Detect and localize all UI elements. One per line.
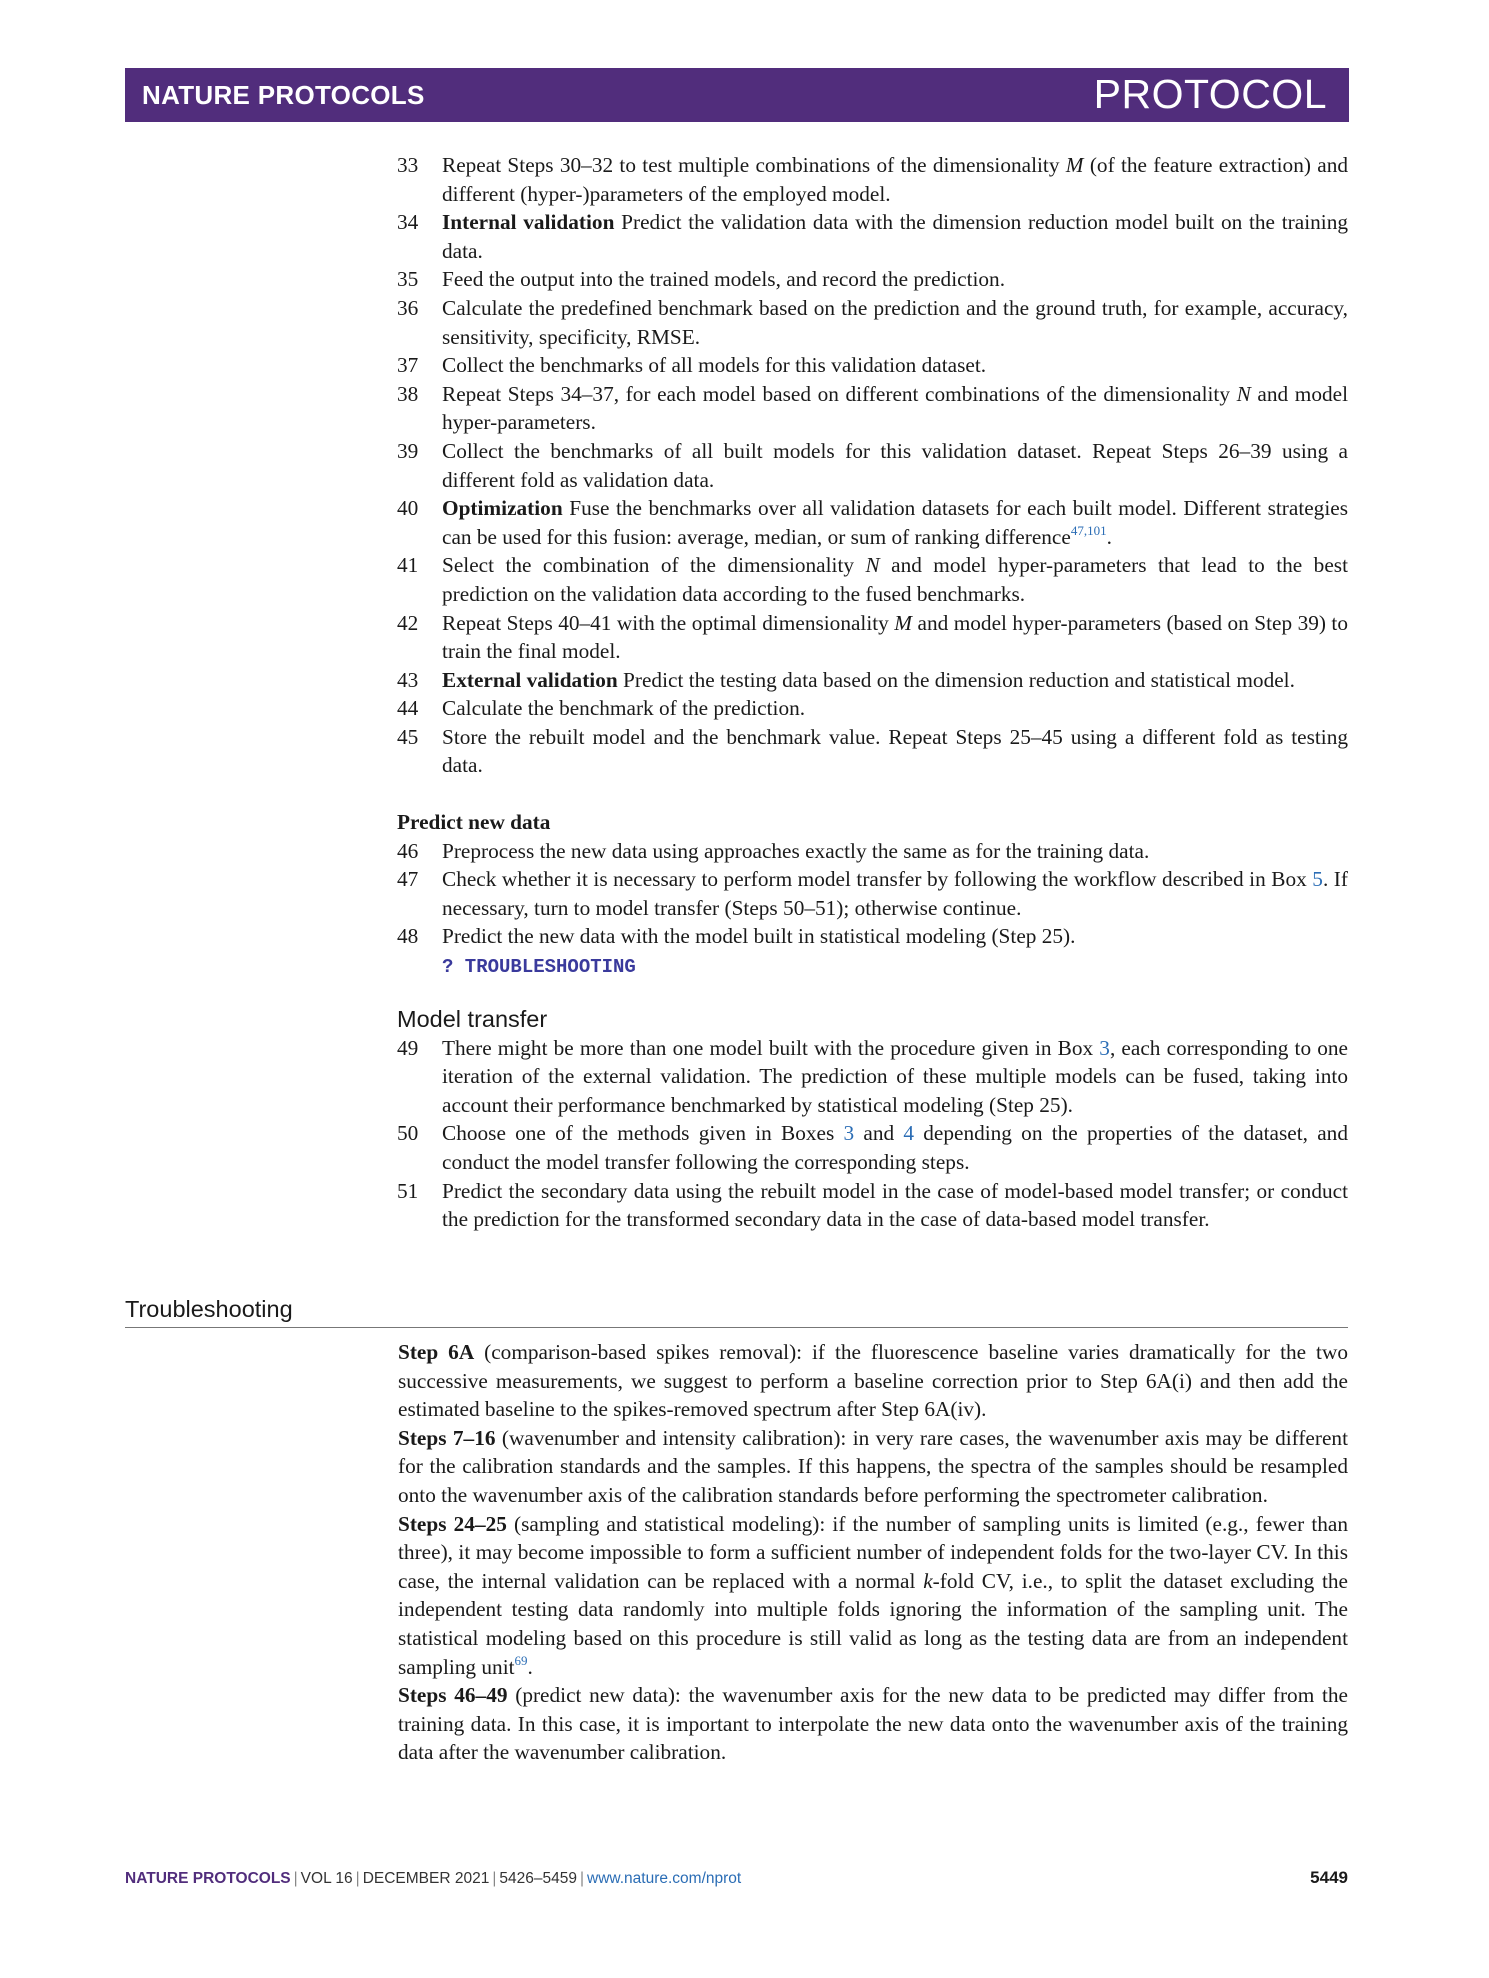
troubleshooting-link[interactable]: ? TROUBLESHOOTING <box>442 956 636 979</box>
step-45: 45 Store the rebuilt model and the benchmark value. Repeat Steps 25–45 using a different fold as testing data. <box>397 724 1348 778</box>
predict-new-data-heading: Predict new data <box>397 810 551 835</box>
steps-group-transfer <box>397 1034 1348 1234</box>
page-number: 5449 <box>1310 1868 1348 1887</box>
step-50: 50 Choose one of the methods given in Boxes 3 and 4 depending on the properties of the dataset, and conduct the model transfer following the corresponding steps. <box>397 1121 1348 1174</box>
step-36: 36 Calculate the predefined benchmark based on the prediction and the ground truth, for example, accuracy, sensitivity, specificity, RMSE. <box>397 295 1348 349</box>
step-number: 47 <box>397 867 419 892</box>
footer-pages: 5426–5459 <box>499 1870 577 1887</box>
model-transfer-heading: Model transfer <box>397 1005 548 1032</box>
article-type: PROTOCOL <box>1093 71 1327 117</box>
reference-link[interactable]: 47,101 <box>1070 522 1107 538</box>
step-38: 38 Repeat Steps 34–37, for each model based on different combinations of the dimensionality N and model hyper-parameters. <box>397 381 1348 435</box>
step-35: 35 Feed the output into the trained models, and record the prediction. <box>397 265 1348 294</box>
footer-citation: NATURE PROTOCOLS | VOL 16 | DECEMBER 2021 | 5426–5459 | www.nature.com/nprot <box>125 1870 742 1887</box>
step-number: 36 <box>397 295 419 320</box>
step-34: 34 Internal validation Predict the validation data with the dimension reduction model built on the training data. <box>397 210 1348 263</box>
step-number: 44 <box>397 696 419 721</box>
step-number: 34 <box>397 210 419 235</box>
footer-date: DECEMBER 2021 <box>362 1870 490 1887</box>
journal-header-bar <box>125 68 1349 122</box>
step-number: 43 <box>397 667 419 692</box>
step-number: 45 <box>397 724 419 749</box>
troubleshooting-steps-24-25: Steps 24–25 (sampling and statistical modeling): if the number of sampling units is limited (e.g., fewer than three), it may become impossible to form a sufficient number of independent folds for the two-layer CV. In this case, the internal validation can be replaced with a normal k-fold CV, i.e., to split the dataset excluding the independent testing data randomly into multiple folds ignoring the information of the sampling unit. The statistical modeling based on this procedure is still valid as long as the testing data are from an independent sampling unit$^{69}$. <box>398 1511 1348 1679</box>
troubleshooting-body <box>398 1338 1348 1767</box>
step-37: 37 Collect the benchmarks of all models for this validation dataset. <box>397 351 1348 380</box>
troubleshooting-step-6a: Step 6A (comparison-based spikes removal): if the fluorescence baseline varies dramatically for the two successive measurements, we suggest to perform a baseline correction prior to Step 6A(i) and then add the estimated baseline to the spikes-removed spectrum after Step 6A(iv). <box>398 1340 1348 1422</box>
step-number: 37 <box>397 353 419 378</box>
step-number: 38 <box>397 381 419 406</box>
box-link[interactable]: 4 <box>903 1121 915 1146</box>
step-41: 41 Select the combination of the dimensionality N and model hyper-parameters that lead to the best prediction on the validation data according to the fused benchmarks. <box>397 553 1348 606</box>
footer-volume: VOL 16 <box>300 1870 353 1887</box>
step-46: 46 Preprocess the new data using approaches exactly the same as for the training data. <box>397 837 1348 866</box>
step-number: 33 <box>397 153 419 177</box>
step-number: 50 <box>397 1121 419 1146</box>
troubleshooting-heading: Troubleshooting <box>125 1296 293 1322</box>
step-33: 33 Repeat Steps 30–32 to test multiple combinations of the dimensionality M (of the feature extraction) and different (hyper-)parameters of the employed model. <box>397 153 1348 206</box>
section-divider <box>125 1327 1348 1328</box>
step-number: 48 <box>397 924 419 949</box>
box-link[interactable]: 5 <box>1312 867 1323 892</box>
box-link[interactable]: 3 <box>1099 1035 1110 1060</box>
troubleshooting-steps-7-16: Steps 7–16 (wavenumber and intensity calibration): in very rare cases, the wavenumber axis may be different for the calibration standards and the samples. If this happens, the spectra of the samples should be resampled onto the wavenumber axis of the calibration standards before performing the spectrometer calibration. <box>398 1425 1348 1507</box>
step-number: 42 <box>397 610 419 635</box>
step-48: 48 Predict the new data with the model built in statistical modeling (Step 25). ? TROUBLESHOOTING <box>397 924 1076 979</box>
step-number: 51 <box>397 1178 419 1203</box>
step-number: 35 <box>397 267 419 292</box>
steps-group-a <box>397 151 1348 780</box>
step-43: 43 External validation Predict the testing data based on the dimension reduction and statistical model. <box>397 666 1348 695</box>
step-49: 49 There might be more than one model built with the procedure given in Box 3, each corresponding to one iteration of the external validation. The prediction of these multiple models can be fused, taking into account their performance benchmarked by statistical modeling (Step 25). <box>397 1035 1348 1117</box>
step-number: 41 <box>397 553 419 578</box>
step-number: 49 <box>397 1035 419 1060</box>
step-number: 40 <box>397 496 419 521</box>
reference-link[interactable]: 69 <box>514 1652 528 1668</box>
footer-url-link[interactable]: www.nature.com/nprot <box>587 1870 742 1887</box>
footer-journal: NATURE PROTOCOLS <box>125 1870 291 1887</box>
step-39: 39 Collect the benchmarks of all built models for this validation dataset. Repeat Steps 26–39 using a different fold as validation data. <box>397 438 1348 492</box>
step-40: 40 Optimization Fuse the benchmarks over all validation datasets for each built model. Different strategies can be used for this fusion: average, median, or sum of ranking difference$^{47,101}$. <box>397 496 1348 549</box>
step-51: 51 Predict the secondary data using the rebuilt model in the case of model-based model transfer; or conduct the prediction for the transformed secondary data in the case of data-based model transfer. <box>397 1178 1348 1232</box>
step-number: 46 <box>397 838 419 863</box>
journal-name: NATURE PROTOCOLS <box>142 80 425 110</box>
troubleshooting-steps-46-49: Steps 46–49 (predict new data): the wavenumber axis for the new data to be predicted may differ from the training data. In this case, it is important to interpolate the new data onto the wavenumber axis of the training data after the wavenumber calibration. <box>398 1683 1348 1765</box>
step-42: 42 Repeat Steps 40–41 with the optimal dimensionality M and model hyper-parameters (based on Step 39) to train the final model. <box>397 610 1348 664</box>
steps-group-predict <box>397 837 1348 982</box>
step-47: 47 Check whether it is necessary to perform model transfer by following the workflow described in Box 5. If necessary, turn to model transfer (Steps 50–51); otherwise continue. <box>397 867 1348 920</box>
procedure-steps <box>397 151 1348 1234</box>
box-link[interactable]: 3 <box>843 1121 855 1146</box>
step-44: 44 Calculate the benchmark of the prediction. <box>397 694 1348 723</box>
step-number: 39 <box>397 438 419 463</box>
